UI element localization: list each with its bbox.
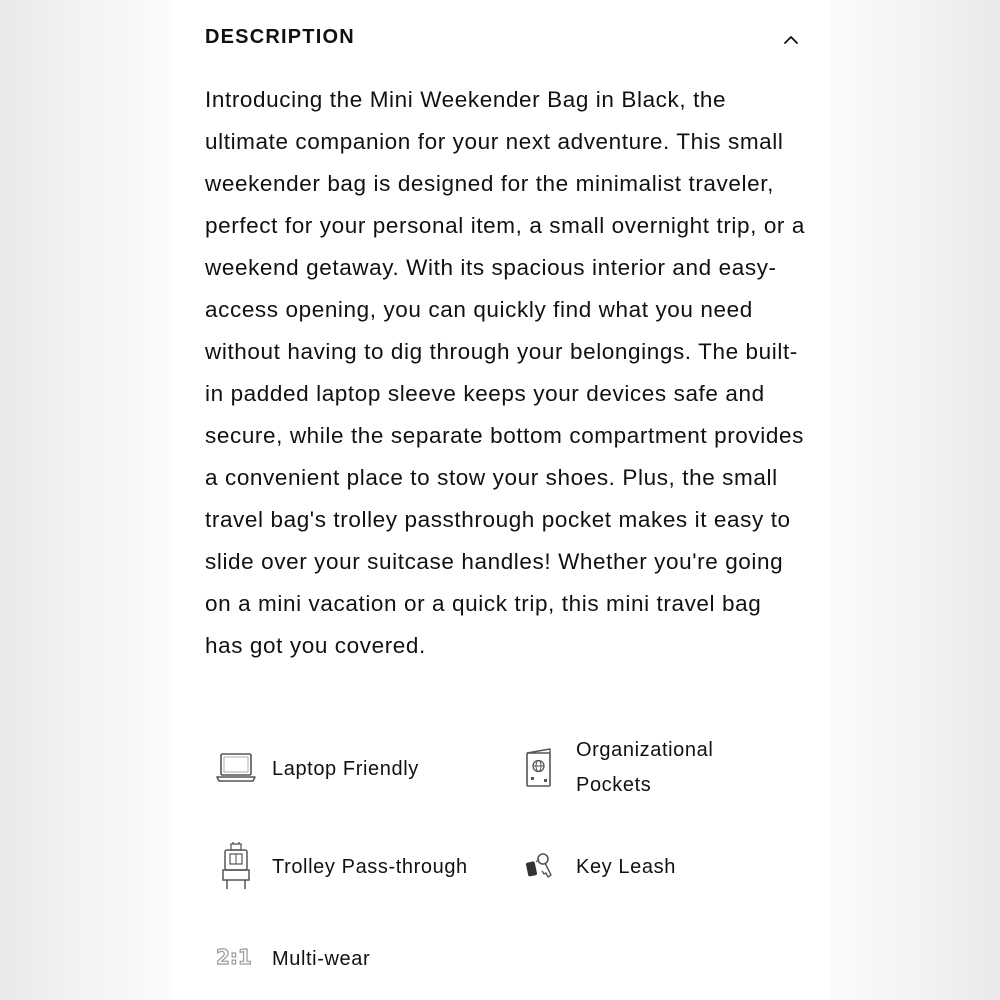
trolley-icon bbox=[216, 837, 256, 897]
laptop-icon bbox=[216, 739, 256, 799]
key-icon bbox=[520, 837, 560, 897]
feature-multi-wear bbox=[216, 929, 476, 989]
feature-label: Organizational Pockets bbox=[576, 739, 714, 796]
feature-laptop-friendly bbox=[216, 739, 496, 799]
chevron-up-icon[interactable] bbox=[779, 28, 803, 52]
description-accordion-header[interactable] bbox=[205, 22, 805, 56]
feature-label: Key Leash bbox=[576, 856, 676, 878]
description-text: Introducing the Mini Weekender Bag in Black, the ultimate companion for your next adventure. This small weekender bag is designed for the minimalist traveler, perfect for your personal item, a small overnight trip, or a weekend getaway. With its spacious interior and easy-access opening, you can quickly find what you need without having to dig through your belongings. The built-in padded laptop sleeve keeps your devices safe and secure, while the separate bottom compartment provides a convenient place to stow your shoes. Plus, the small travel bag's trolley passthrough pocket makes it easy to slide over your suitcase handles! Whether you're going on a mini vacation or a quick trip, this mini travel bag has got you covered. bbox=[205, 87, 805, 658]
feature-label: Trolley Pass-through bbox=[272, 856, 468, 878]
description-panel bbox=[172, 0, 830, 1000]
feature-trolley-pass-through bbox=[216, 837, 516, 897]
section-title: DESCRIPTION bbox=[205, 26, 355, 48]
passport-icon bbox=[520, 739, 560, 799]
feature-label: Laptop Friendly bbox=[272, 758, 419, 780]
feature-key-leash bbox=[520, 837, 760, 897]
feature-organizational-pockets bbox=[520, 733, 760, 805]
ratio-icon: 2:1 bbox=[216, 945, 252, 969]
feature-label: Multi-wear bbox=[272, 948, 371, 970]
